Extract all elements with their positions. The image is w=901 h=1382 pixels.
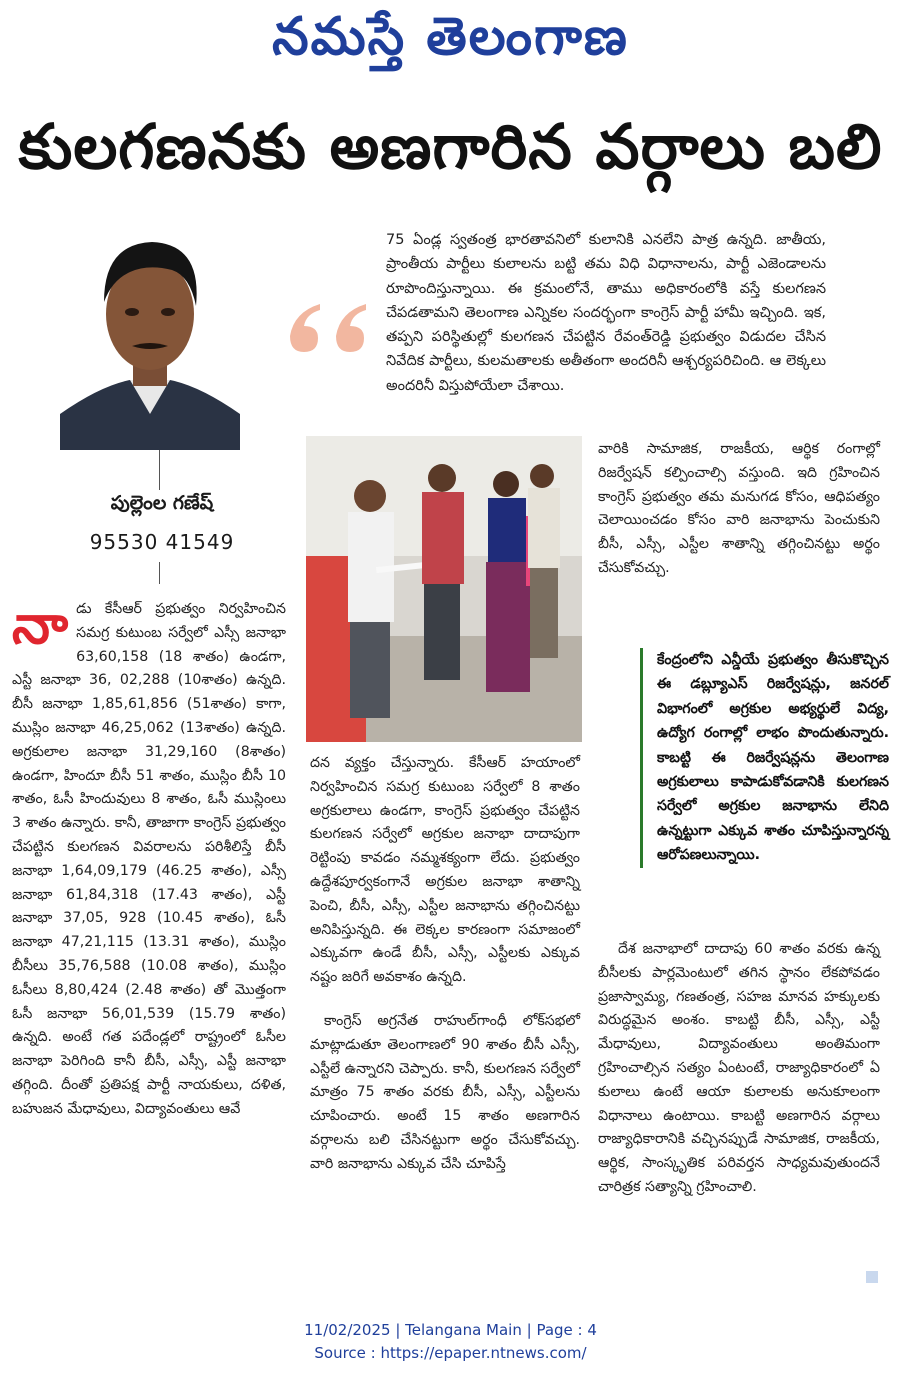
author-phone: 95530 41549 (89, 530, 235, 554)
column-3-paragraph-1: వారికి సామాజిక, రాజకీయ, ఆర్థిక రంగాల్లో రిజర్వేషన్ కల్పించాల్సి వస్తుంది. ఇది గ్రహించిన కాంగ్రెస్ ప్రభుత్వం తమ మనుగడ కోసం, ఆధిపత్యం చెలాయించడం కోసం వారి జనాభాను పెంచుకుని బీసీ, ఎస్సీ, ఎస్టీల శాతాన్ని తగ్గించినట్టు అర్థం చేసుకోవచ్చు. (598, 441, 880, 576)
column-1-text: డు కేసీఆర్ ప్రభుత్వం నిర్వహించిన సమగ్ర కుటుంబ సర్వేలో ఎస్సీ జనాభా 63,60,158 (18 శాతం) ఉండగా, ఎస్టీ జనాభా 36, 02,288 (10శాతం) ఉన్నది. బీసీ జనాభా 1,85,61,856 (51శాతం) కాగా, ముస్లిం జనాభా 46,25,062 (13శాతం) ఉన్నది. అగ్రకులాల జనాభా 31,29,160 (8శాతం) ఉండగా, హిందూ బీసీ 51 శాతం, ముస్లిం బీసీ 10 శాతం, ఓసీ హిందువులు 8 శాతం, ఓసీ ముస్లింలు 3 శాతం ఉన్నారు. కానీ, తాజాగా కాంగ్రెస్ ప్రభుత్వం చేపట్టిన కులగణన వివరాలను పరిశీలిస్తే బీసీ జనాభా 1,64,09,179 (46.25 శాతం), ఎస్సీ జనాభా 61,84,318 (17.43 శాతం), ఎస్టీ జనాభా 37,05, 928 (10.45 శాతం), ఓసీ జనాభా 47,21,115 (13.31 శాతం), ముస్లిం బీసీలు 35,76,588 (10.08 శాతం), ముస్లిం ఓసీలు 8,80,424 (2.48 శాతం) తో మొత్తంగా ఓసీ జనాభా 56,01,539 (15.79 శాతం) ఉన్నది. అంటే గత పదేండ్లలో రాష్ట్రంలో ఓసీల జనాభా పెరిగింది కానీ బీసీ, ఎస్సీ, ఎస్టీ జనాభా తగ్గింది. దీంతో ప్రతిపక్ష పార్టీ నాయకులు, దళిత, బహుజన మేధావులు, విద్యావంతులు ఆవే (12, 601, 286, 1117)
column-2-paragraph-1: దన వ్యక్తం చేస్తున్నారు. కేసీఆర్ హయాంలో నిర్వహించిన సమగ్ర కుటుంబ సర్వేలో 8 శాతం అగ్రకులాలు ఉండగా, కాంగ్రెస్ ప్రభుత్వం చేపట్టిన కులగణన సర్వేలో అగ్రకుల జనాభా దాదాపుగా రెట్టింపు కావడం నమ్మశక్యంగా లేదు. ప్రభుత్వం ఉద్దేశపూర్వకంగానే అగ్రకుల జనాభా శాతాన్ని పెంచి, బీసీ, ఎస్సీ, ఎస్టీల జనాభాను తగ్గించినట్టు అనిపిస్తున్నది. ఈ లెక్కల కారణంగా సమాజంలో ఎక్కువగా ఉండే బీసీ, ఎస్సీ, ఎస్టీలకు ఎక్కువ నష్టం జరిగే అవకాశం ఉన్నది. (310, 755, 580, 986)
headline: కులగణనకు అణగారిన వర్గాలు బలి (18, 110, 883, 183)
quote-icon (280, 300, 372, 360)
field-survey-photo (306, 436, 582, 742)
column-1 (12, 592, 286, 1122)
footer-source-link[interactable]: Source : https://epaper.ntnews.com/ (314, 1344, 587, 1362)
pull-quote-callout: కేంద్రంలోని ఎన్డీయే ప్రభుత్వం తీసుకొచ్చిన ఈ డబ్ల్యూఎస్ రిజర్వేషన్లు, జనరల్ విభాగంలో అగ్రకుల అభ్యర్థులే విద్య, ఉద్యోగ రంగాల్లో లాభం పొందుతున్నారు. కాబట్టి ఈ రిజర్వేషన్లను తెలంగాణ అగ్రకులాలు కాపాడుకోవడానికి కులగణన సర్వేలో అగ్రకుల జనాభాను లేనిది ఉన్నట్టుగా ఎక్కువ శాతం చూపిస్తున్నారన్న ఆరోపణలున్నాయి. (640, 648, 889, 868)
author-name: పుల్లెంల గణేష్ (110, 492, 214, 514)
intro-paragraph: 75 ఏండ్ల స్వతంత్ర భారతావనిలో కులానికి ఎనలేని పాత్ర ఉన్నది. జాతీయ, ప్రాంతీయ పార్టీలు కులాలను బట్టి తమ విధి విధానాలను, పార్టీ ఎజెండాలను రూపొందిస్తున్నాయి. ఈ క్రమంలోనే, తాము అధికారంలోకి వస్తే కులగణన చేపడతామని తెలంగాణ ఎన్నికల సందర్భంగా కాంగ్రెస్ పార్టీ హామీ ఇచ్చింది. ఇక, తప్పని పరిస్థితుల్లో కులగణన చేపట్టిన రేవంత్‌రెడ్డి ప్రభుత్వం విడుదల చేసిన నివేదిక పార్టీలు, కులమతాలకు అతీతంగా అందరినీ ఆశ్చర్యపరిచింది. ఆ లెక్కలు అందరినీ విస్తుపోయేలా చేశాయి. (386, 232, 826, 394)
article-end-mark (866, 1271, 878, 1283)
column-3-paragraph-2: దేశ జనాభాలో దాదాపు 60 శాతం వరకు ఉన్న బీసీలకు పార్లమెంటులో తగిన స్థానం లేకపోవడం ప్రజాస్వామ్య, గణతంత్ర, సహజ మానవ హక్కులకు విరుద్ధమైన అంశం. కాబట్టి బీసీ, ఎస్సీ, ఎస్టీ మేధావులు, విద్యావంతులు అంతిమంగా గ్రహించాల్సిన సత్యం ఏంటంటే, రాజ్యాధికారంలో ఏ కులాలు ఉంటే ఆయా కులాలకు అనుకూలంగా విధానాలు ఉంటాయి. కాబట్టి అణగారిన వర్గాలు రాజ్యాధికారానికి వచ్చినప్పుడే సామాజిక, రాజకీయ, ఆర్థిక, సాంస్కృతిక పరివర్తన సాధ్యమవుతుందనే చారిత్రక సత్యాన్ని గ్రహించాలి. (598, 941, 880, 1195)
column-2-paragraph-2: కాంగ్రెస్ అగ్రనేత రాహుల్‌గాంధీ లోక్‌సభలో మాట్లాడుతూ తెలంగాణలో 90 శాతం బీసీ ఎస్సీ, ఎస్టీలే ఉన్నారని చెప్పారు. కానీ, కులగణన సర్వేలో మాత్రం 75 శాతం వరకు బీసీ, ఎస్సీ, ఎస్టీలను చూపించారు. అంటే 15 శాతం అణగారిన వర్గాలను బలి చేసినట్టుగా అర్థం చేసుకోవచ్చు. వారి జనాభాను ఎక్కువ చేసి చూపిస్తే (310, 1012, 580, 1172)
column-2 (310, 752, 580, 1177)
dropcap: నా (12, 592, 69, 656)
column-3-top (598, 438, 880, 581)
author-divider-bottom (159, 562, 160, 584)
author-divider (159, 450, 160, 490)
author-photo (60, 218, 240, 450)
masthead: నమస్తే తెలంగాణ (272, 6, 629, 67)
column-3-bottom (598, 938, 880, 1200)
footer-date-line: 11/02/2025 | Telangana Main | Page : 4 (304, 1321, 597, 1339)
